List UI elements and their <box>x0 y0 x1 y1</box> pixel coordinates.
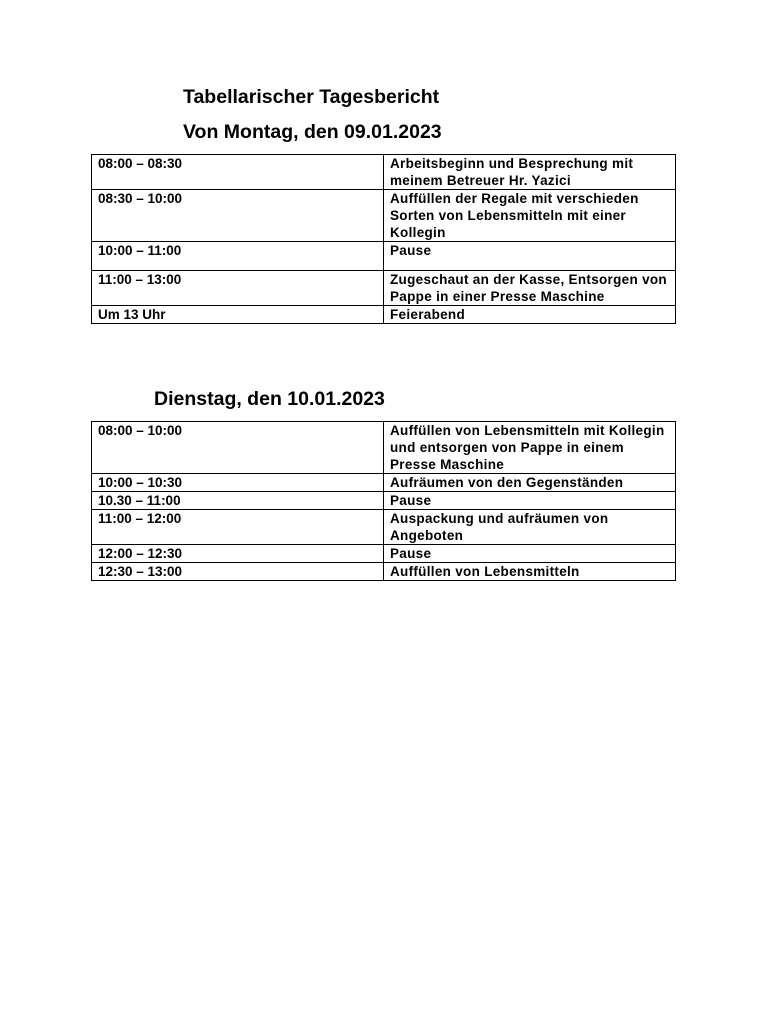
time-cell: 11:00 – 12:00 <box>92 510 384 545</box>
task-cell: Auspackung und aufräumen von Angeboten <box>384 510 676 545</box>
time-cell: 12:00 – 12:30 <box>92 545 384 563</box>
table-row <box>92 190 676 242</box>
time-cell: 10:00 – 10:30 <box>92 474 384 492</box>
day-heading-tuesday: Dienstag, den 10.01.2023 <box>154 388 385 410</box>
schedule-table-monday <box>91 154 676 324</box>
task-cell: Aufräumen von den Gegenständen <box>384 474 676 492</box>
time-cell: 08:00 – 08:30 <box>92 155 384 190</box>
table-row <box>92 545 676 563</box>
time-cell: 11:00 – 13:00 <box>92 271 384 306</box>
table-row <box>92 155 676 190</box>
time-cell: 12:30 – 13:00 <box>92 563 384 581</box>
table-row <box>92 242 676 271</box>
task-cell: Feierabend <box>384 306 676 324</box>
table-row <box>92 563 676 581</box>
task-cell: Auffüllen der Regale mit verschieden Sorten von Lebensmitteln mit einer Kollegin <box>384 190 676 242</box>
time-cell: 10:00 – 11:00 <box>92 242 384 271</box>
task-cell: Pause <box>384 545 676 563</box>
table-row <box>92 306 676 324</box>
day-heading-monday: Von Montag, den 09.01.2023 <box>183 121 442 143</box>
table-row <box>92 422 676 474</box>
task-cell: Auffüllen von Lebensmitteln <box>384 563 676 581</box>
table-row <box>92 492 676 510</box>
time-cell: 08:30 – 10:00 <box>92 190 384 242</box>
table-row <box>92 474 676 492</box>
time-cell: Um 13 Uhr <box>92 306 384 324</box>
task-cell: Auffüllen von Lebensmitteln mit Kollegin und entsorgen von Pappe in einem Presse Maschine <box>384 422 676 474</box>
task-cell: Zugeschaut an der Kasse, Entsorgen von Pappe in einer Presse Maschine <box>384 271 676 306</box>
task-cell: Pause <box>384 492 676 510</box>
task-cell: Arbeitsbeginn und Besprechung mit meinem Betreuer Hr. Yazici <box>384 155 676 190</box>
schedule-table-tuesday <box>91 421 676 581</box>
time-cell: 08:00 – 10:00 <box>92 422 384 474</box>
time-cell: 10.30 – 11:00 <box>92 492 384 510</box>
table-row <box>92 510 676 545</box>
task-cell: Pause <box>384 242 676 271</box>
document-title: Tabellarischer Tagesbericht <box>183 86 440 108</box>
table-row <box>92 271 676 306</box>
